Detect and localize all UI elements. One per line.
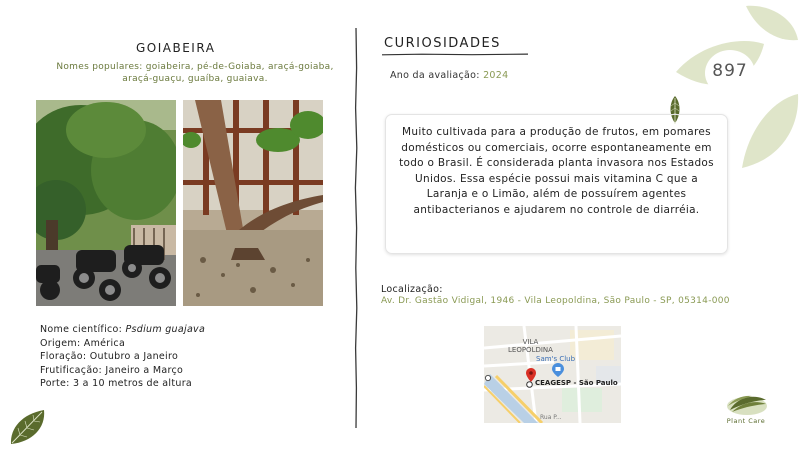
origin: Origem: América <box>40 337 126 349</box>
plant-title: GOIABEIRA <box>136 41 216 55</box>
vertical-divider <box>352 28 360 428</box>
flowering: Floração: Outubro a Janeiro <box>40 351 179 362</box>
title-underline <box>382 53 528 56</box>
map-dot-icon <box>526 381 533 388</box>
map-street-label: Rua P... <box>540 414 562 421</box>
leaf-icon-bottom <box>8 408 48 446</box>
evaluation-year: Ano da avaliação: 2024 <box>390 70 509 81</box>
map-poi-label: Sam's Club <box>536 355 576 363</box>
curiosities-card: Muito cultivada para a produção de frutos, em pomares domésticos ou comerciais, ocorre espontaneamente em todo o Brasil. É considerada planta invasora nos Estados Unidos. Essa espécie possui mais vitamina C que a Laranja e o Limão, além de possuírem agentes antibacterianos e ajudarem no controle de diarréia. <box>385 114 728 254</box>
size: Porte: 3 a 10 metros de altura <box>40 378 193 389</box>
plant-info <box>40 323 205 391</box>
map-district-label: VILA LEOPOLDINA <box>508 338 553 354</box>
trunk-photo <box>183 100 323 306</box>
scientific-name: Psdium guajava <box>125 324 206 335</box>
plant-number: 897 <box>712 61 748 81</box>
fruiting: Frutificação: Janeiro a Março <box>40 364 184 376</box>
scientific-name-line: Nome científico: Psdium guajava <box>40 324 206 335</box>
location-address: Av. Dr. Gastão Vidigal, 1946 - Vila Leopoldina, São Paulo - SP, 05314-000 <box>381 296 730 306</box>
curiosities-title: CURIOSIDADES <box>384 36 501 51</box>
location-map[interactable] <box>484 326 621 423</box>
tree-photo <box>36 100 176 306</box>
shopping-icon <box>552 363 564 377</box>
year-value: 2024 <box>483 70 509 81</box>
popular-names: Nomes populares: goiabeira, pé-de-Goiaba, araçá-goiaba, araçá-guaçu, guaíba, guaiava. <box>56 62 334 84</box>
map-marker-label: CEAGESP - São Paulo <box>535 379 618 387</box>
plant-care-logo <box>726 392 768 416</box>
location-label: Localização: <box>381 284 443 295</box>
brand-name: Plant Care <box>726 417 766 425</box>
